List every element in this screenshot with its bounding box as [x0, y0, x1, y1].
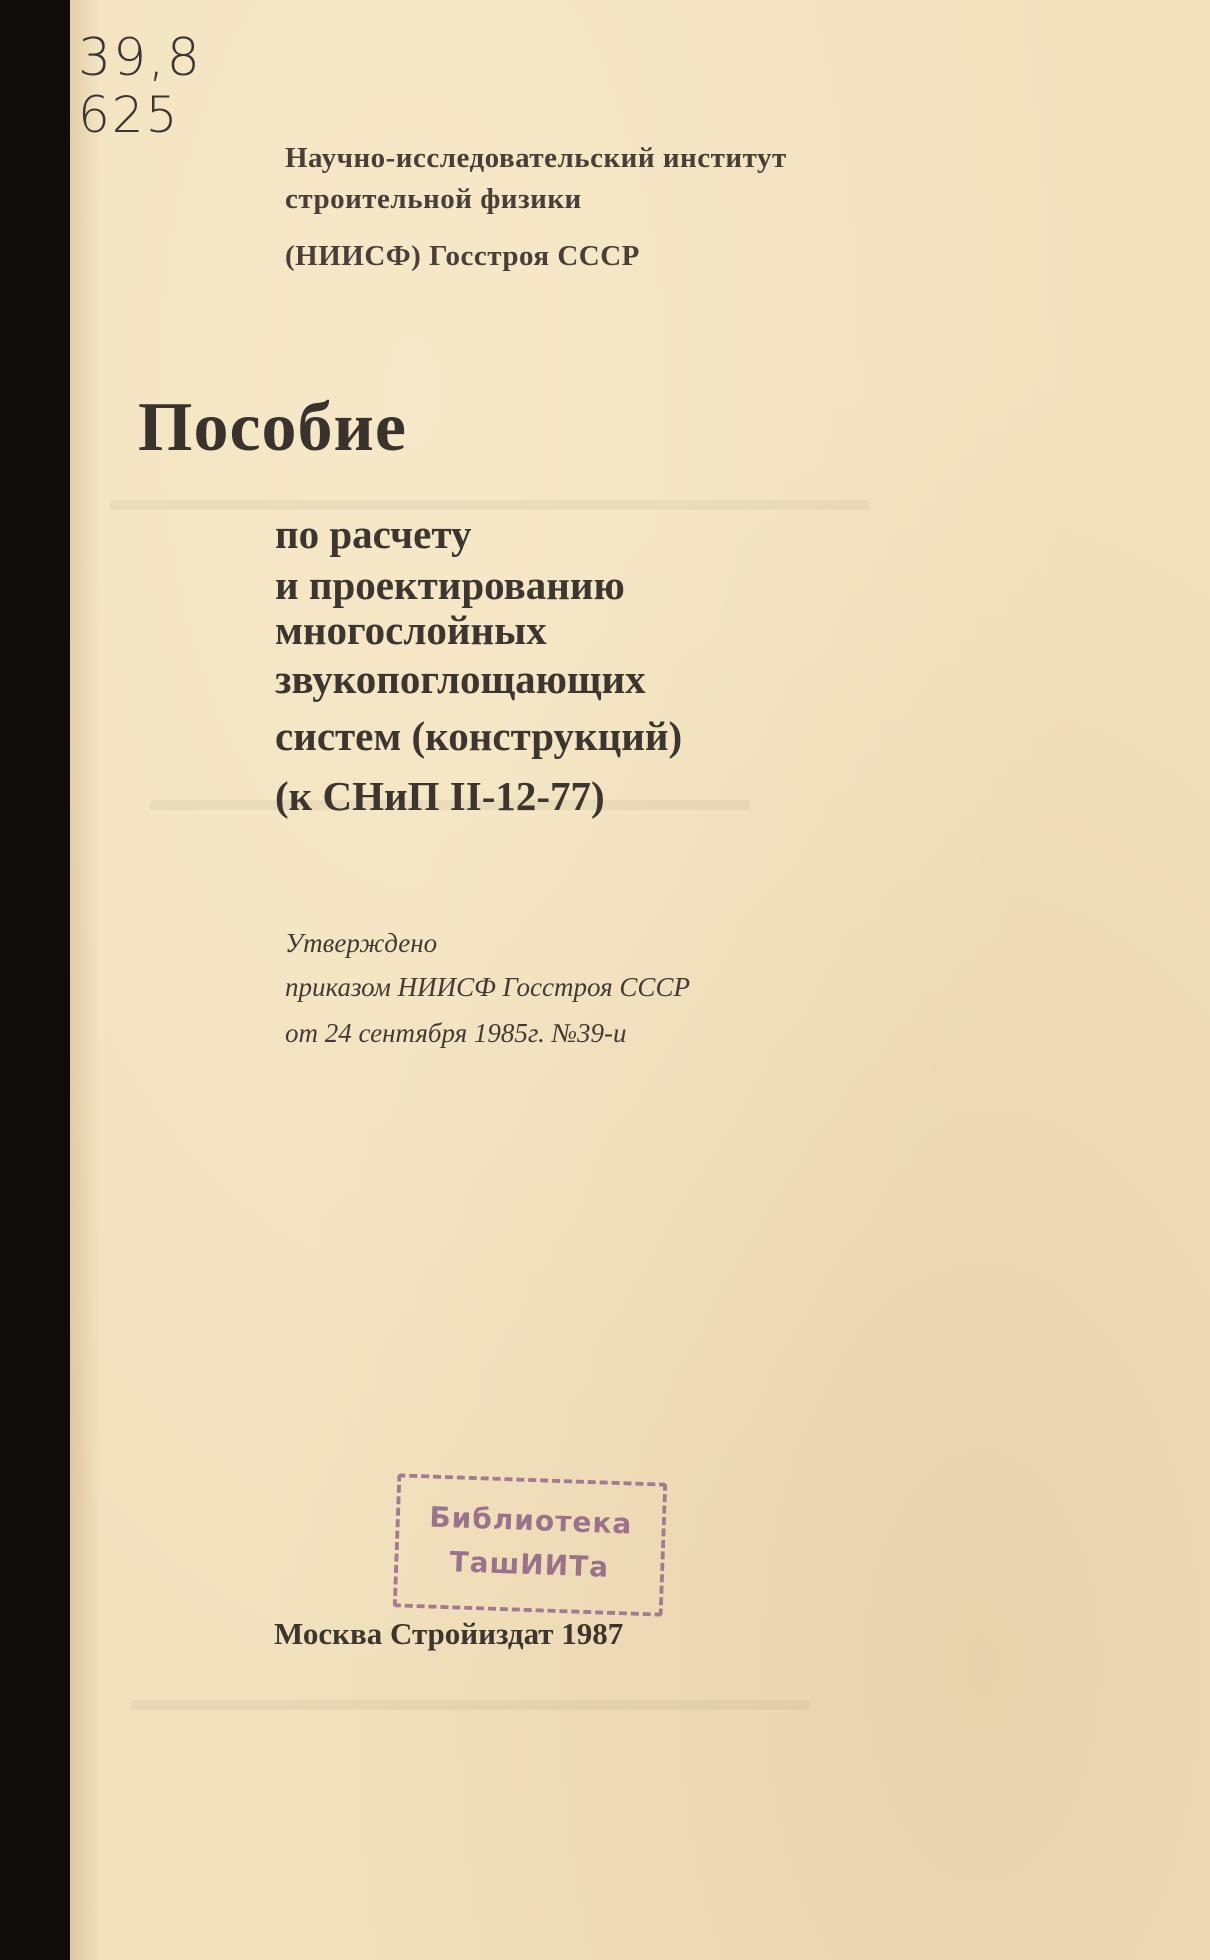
- document-title: Пособие: [138, 389, 407, 466]
- stamp-line-2: ТашИИТа: [448, 1545, 610, 1584]
- handwritten-code-1: 39,8: [78, 28, 202, 88]
- institute-line-1: Научно-исследовательский институт: [285, 142, 787, 174]
- publisher-imprint: Москва Стройиздат 1987: [274, 1616, 624, 1651]
- subtitle-line-2: и проектированию: [275, 562, 625, 608]
- approval-line-3: от 24 сентября 1985г. №39-и: [285, 1018, 627, 1048]
- approval-line-1: Утверждено: [285, 928, 438, 958]
- stamp-line-1: Библиотека: [428, 1500, 633, 1541]
- subtitle-line-3: многослойных: [275, 607, 547, 653]
- handwritten-code-2: 625: [78, 86, 180, 144]
- approval-line-2: приказом НИИСФ Госстроя СССР: [285, 972, 690, 1002]
- bleed-through-mark: [110, 500, 870, 510]
- institute-line-2: строительной физики: [285, 183, 582, 215]
- library-stamp: [393, 1473, 668, 1616]
- subtitle-line-4: звукопоглощающих: [275, 656, 646, 702]
- title-page: [70, 0, 1210, 1960]
- subtitle-line-6: (к СНиП II-12-77): [275, 773, 605, 819]
- bleed-through-mark: [130, 1700, 810, 1710]
- institute-line-3: (НИИСФ) Госстроя СССР: [285, 240, 640, 272]
- subtitle-line-1: по расчету: [275, 511, 472, 557]
- subtitle-line-5: систем (конструкций): [275, 713, 683, 759]
- scan-dark-edge: [0, 0, 78, 1960]
